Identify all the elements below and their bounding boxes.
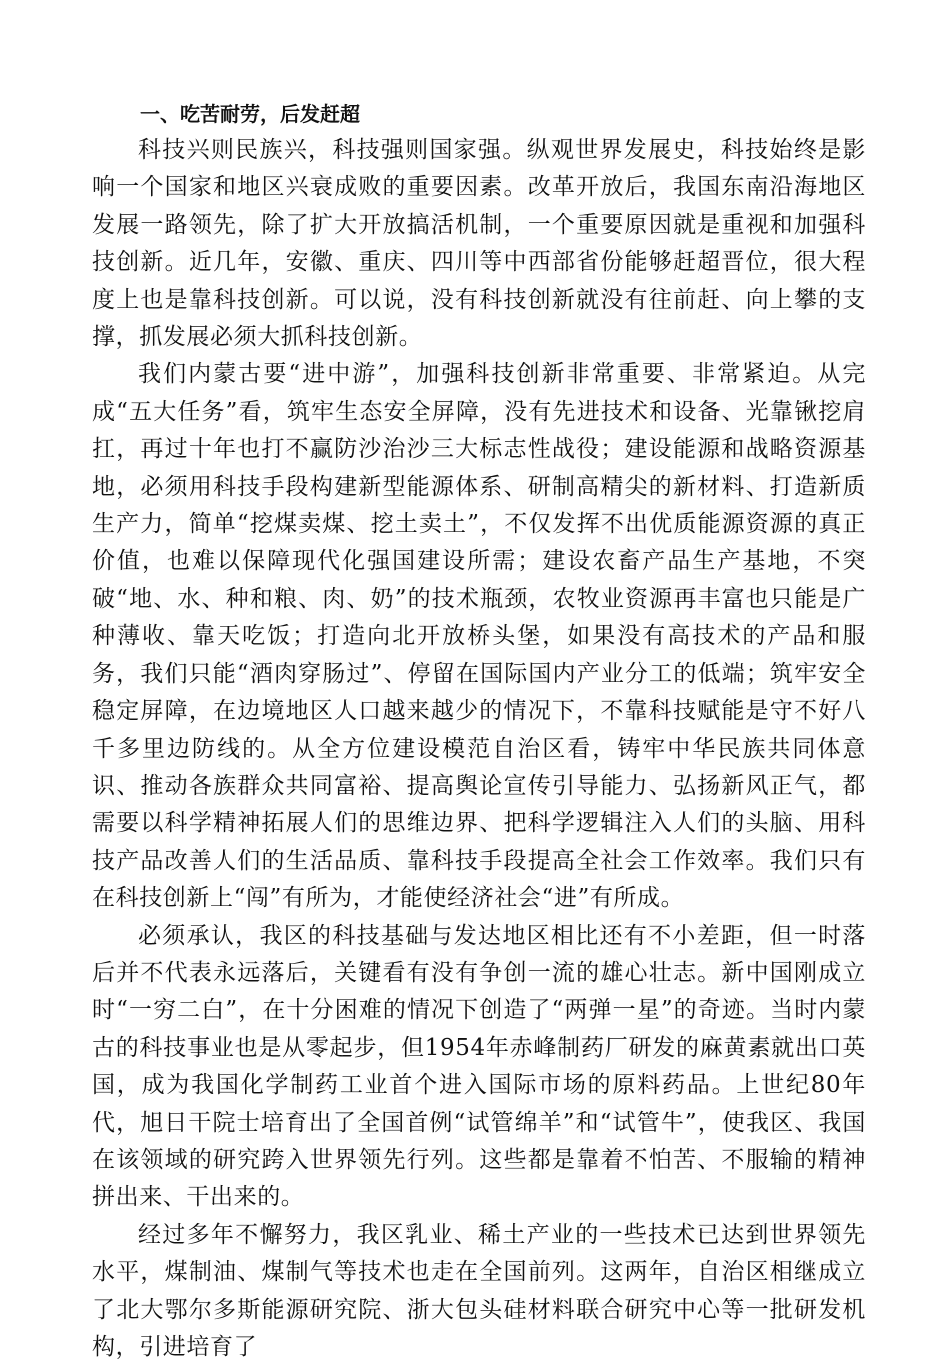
paragraph-4: 经过多年不懈努力，我区乳业、稀土产业的一些技术已达到世界领先水平，煤制油、煤制气等技术也走在全国前列。这两年，自治区相继成立了北大鄂尔多斯能源研究院、浙大包头硅材料联合研究中心等一批研发机构，引进培育了 (92, 1221, 866, 1360)
paragraph-1: 科技兴则民族兴，科技强则国家强。纵观世界发展史，科技始终是影响一个国家和地区兴衰成败的重要因素。改革开放后，我国东南沿海地区发展一路领先，除了扩大开放搞活机制，一个重要原因就是重视和加强科技创新。近几年，安徽、重庆、四川等中西部省份能够赶超晋位，很大程度上也是靠科技创新。可以说，没有科技创新就没有往前赶、向上攀的支撑，抓发展必须大抓科技创新。 (92, 137, 866, 351)
paragraph-2: 我们内蒙古要“进中游”，加强科技创新非常重要、非常紧迫。从完成“五大任务”看，筑牢生态安全屏障，没有先进技术和设备、光靠锹挖肩扛，再过十年也打不赢防沙治沙三大标志性战役；建设能源和战略资源基地，必须用科技手段构建新型能源体系、研制高精尖的新材料、打造新质生产力，简单“挖煤卖煤、挖土卖土”，不仅发挥不出优质能源资源的真正价值，也难以保障现代化强国建设所需；建设农畜产品生产基地，不突破“地、水、种和粮、肉、奶”的技术瓶颈，农牧业资源再丰富也只能是广种薄收、靠天吃饭；打造向北开放桥头堡，如果没有高技术的产品和服务，我们只能“酒肉穿肠过”、停留在国际国内产业分工的低端；筑牢安全稳定屏障，在边境地区人口越来越少的情况下，不靠科技赋能是守不好八千多里边防线的。从全方位建设模范自治区看，铸牢中华民族共同体意识、推动各族群众共同富裕、提高舆论宣传引导能力、弘扬新风正气，都需要以科学精神拓展人们的思维边界、把科学逻辑注入人们的头脑、用科技产品改善人们的生活品质、靠科技手段提高全社会工作效率。我们只有在科技创新上“闯”有所为，才能使经济社会“进”有所成。 (92, 361, 866, 912)
paragraph-3: 必须承认，我区的科技基础与发达地区相比还有不小差距，但一时落后并不代表永远落后，关键看有没有争创一流的雄心壮志。新中国刚成立时“一穷二白”，在十分困难的情况下创造了“两弹一星”的奇迹。当时内蒙古的科技事业也是从零起步，但1954年赤峰制药厂研发的麻黄素就出口英国，成为我国化学制药工业首个进入国际市场的原料药品。上世纪80年代，旭日干院士培育出了全国首例“试管绵羊”和“试管牛”，使我区、我国在该领域的研究跨入世界领先行列。这些都是靠着不怕苦、不服输的精神拼出来、干出来的。 (92, 922, 866, 1211)
section-heading: 一、吃苦耐劳，后发赶超 (140, 102, 360, 126)
document-page (92, 96, 866, 1366)
